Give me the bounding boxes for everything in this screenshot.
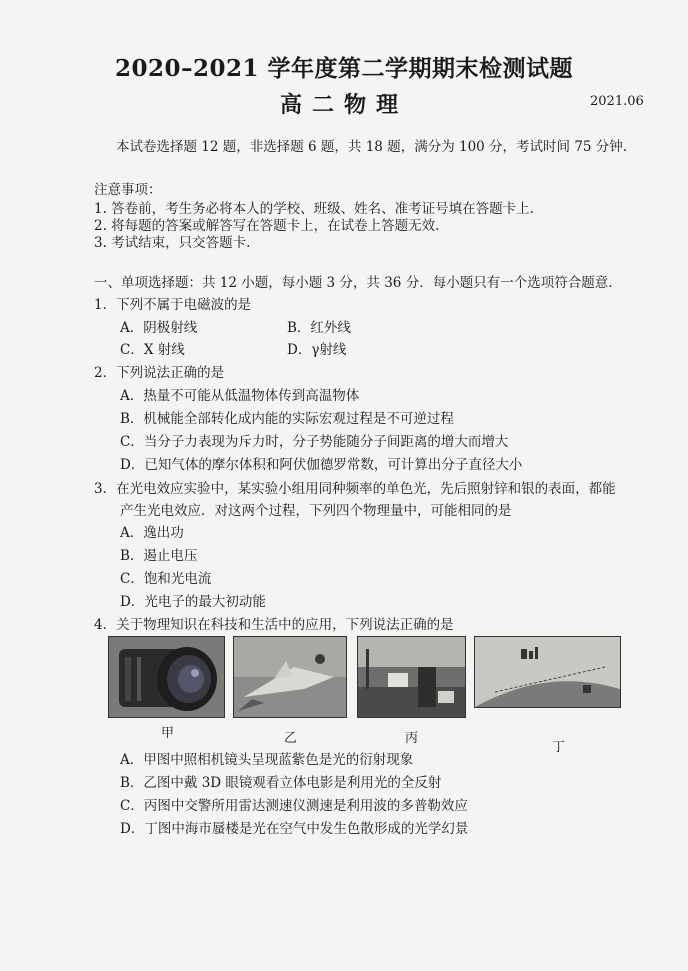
question-4-option-c: C．丙图中交警所用雷达测速仪测速是利用波的多普勒效应 [120,798,468,814]
question-1-stem: 1．下列不属于电磁波的是 [94,297,252,313]
question-4-stem: 4．关于物理知识在科技和生活中的应用，下列说法正确的是 [94,617,454,633]
photo-mirage [474,636,621,708]
exam-subject: 高二物理 [279,92,408,118]
question-3-option-a: A．逸出功 [120,525,184,541]
question-1-option-b: B．红外线 [287,320,351,336]
mirage-picture [475,637,620,707]
question-1-option-d: D．γ射线 [287,342,347,358]
exam-intro: 本试卷选择题 12 题，非选择题 6 题，共 18 题，满分为 100 分，考试时间 75 分钟. [116,139,628,155]
question-2-option-b: B．机械能全部转化成内能的实际宏观过程是不可逆过程 [120,411,454,427]
note-item: 3. 考试结束，只交答题卡. [94,235,251,251]
radar-picture [358,637,465,717]
question-2-stem: 2．下列说法正确的是 [94,365,225,381]
photo-radar-speed [357,636,466,718]
question-4-option-a: A．甲图中照相机镜头呈现蓝紫色是光的衍射现象 [120,752,414,768]
shark-3d-picture [234,637,346,717]
question-3-option-b: B．遏止电压 [120,548,198,564]
photo-caption-ding: 丁 [552,740,566,755]
notes-title: 注意事项： [94,182,162,198]
exam-title: 2020–2021 学年度第二学期期末检测试题 [114,55,574,82]
question-1-option-c: C．X 射线 [120,342,185,358]
photo-3d-movie [233,636,347,718]
question-2-option-c: C．当分子力表现为斥力时，分子势能随分子间距离的增大而增大 [120,434,509,450]
photo-camera-lens [108,636,225,718]
note-item: 1. 答卷前，考生务必将本人的学校、班级、姓名、准考证号填在答题卡上. [94,201,534,217]
question-3-stem-line1: 3．在光电效应实验中，某实验小组用同种频率的单色光，先后照射锌和银的表面，都能 [94,481,616,497]
question-4-option-d: D．丁图中海市蜃楼是光在空气中发生色散形成的光学幻景 [120,821,469,837]
question-3-option-c: C．饱和光电流 [120,571,212,587]
question-4-option-b: B．乙图中戴 3D 眼镜观看立体电影是利用光的全反射 [120,775,442,791]
question-1-option-a: A．阴极射线 [120,320,198,336]
question-3-option-d: D．光电子的最大初动能 [120,594,266,610]
question-2-option-d: D．已知气体的摩尔体积和阿伏伽德罗常数，可计算出分子直径大小 [120,457,523,473]
exam-date: 2021.06 [590,94,644,109]
photo-caption-bing: 丙 [405,731,419,746]
question-2-option-a: A．热量不可能从低温物体传到高温物体 [120,388,360,404]
section-heading: 一、单项选择题：共 12 小题，每小题 3 分，共 36 分．每小题只有一个选项符合题意． [94,275,622,291]
note-item: 2. 将每题的答案或解答写在答题卡上，在试卷上答题无效. [94,218,440,234]
camera-lens-picture [109,637,224,717]
question-3-stem-line2: 产生光电效应．对这两个过程，下列四个物理量中，可能相同的是 [120,503,512,519]
photo-caption-yi: 乙 [284,731,298,746]
photo-caption-jia: 甲 [161,726,175,741]
